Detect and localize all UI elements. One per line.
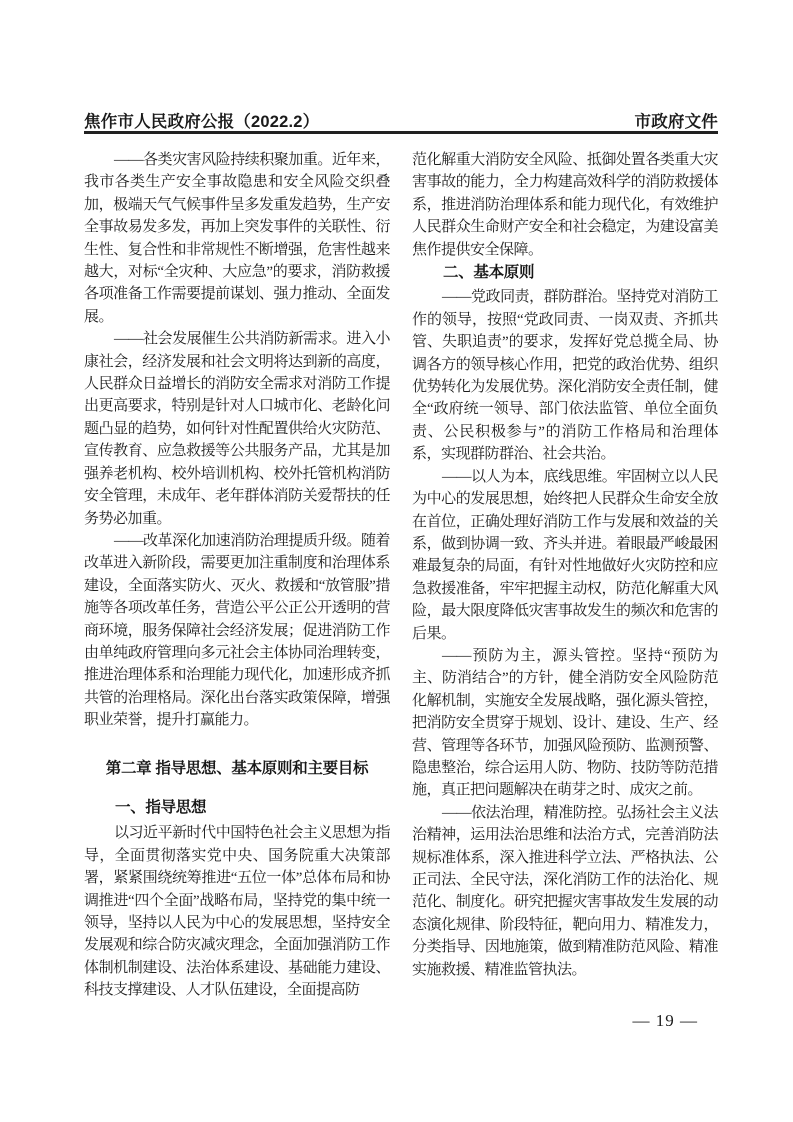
section-2-heading: 二、基本原则 bbox=[443, 264, 535, 282]
body-columns bbox=[84, 149, 718, 1017]
paragraph-guiding-ideology: 以习近平新时代中国特色社会主义思想为指导，全面贯彻落实党中央、国务院重大决策部署，紧紧围绕统筹推进“五位一体”总体布局和协调推进“四个全面”战略布局，坚持党的集中统一领导，坚持以人民为中心的发展思想，坚持安全发展观和综合防灾减灾理念，全面加强消防工作体制机制建设、法治体系建设、基础能力建设、科技支撑建设、人才队伍建设，全面提高防 bbox=[84, 825, 390, 999]
chapter-2-heading: 第二章 指导思想、基本原则和主要目标 bbox=[105, 759, 369, 777]
paragraph-reform-deepening: ——改革深化加速消防治理提质升级。随着改革进入新阶段，需要更加注重制度和治理体系建设，全面落实防火、灭火、救援和“放管服”措施等各项改革任务，营造公平公正公开透明的营商环境，服务保障社会经济发展；促进消防工作由单纯政府管理向多元社会主体协同治理转变，推进治理体系和治理能力现代化，加速形成齐抓共管的治理格局。深化出台落实政策保障，增强职业荣誉，提升打赢能力。 bbox=[84, 532, 390, 729]
paragraph-continuation: 范化解重大消防安全风险、抵御处置各类重大灾害事故的能力，全力构建高效科学的消防救援体系，推进消防治理体系和能力现代化，有效维护人民群众生命财产安全和社会稳定，为建设富美焦作提供安全保障。 bbox=[412, 152, 718, 258]
document-category-label: 市政府文件 bbox=[634, 113, 718, 131]
paragraph-social-development: ——社会发展催生公共消防新需求。进入小康社会，经济发展和社会文明将达到新的高度，人民群众日益增长的消防安全需求对消防工作提出更高要求，特别是针对人口城市化、老龄化问题凸显的趋势，如何针对性配置供给火灾防范、宣传教育、应急救援等公共服务产品，尤其是加强养老机构、校外培训机构、校外托管机构消防安全管理，未成年、老年群体消防关爱帮扶的任务势必加重。 bbox=[84, 331, 390, 527]
right-column bbox=[412, 149, 718, 1017]
left-column bbox=[84, 149, 390, 1017]
paragraph-party-responsibility: ——党政同责，群防群治。坚持党对消防工作的领导，按照“党政同责、一岗双责、齐抓共管、失职追责”的要求，发挥好党总揽全局、协调各方的领导核心作用，把党的政治优势、组织优势转化为发展优势。深化消防安全责任制，健全“政府统一领导、部门依法监管、单位全面负责、公民积极参与”的消防工作格局和治理体系，实现群防群治、社会共治。 bbox=[412, 289, 718, 463]
paragraph-people-first: ——以人为本，底线思维。牢固树立以人民为中心的发展思想，始终把人民群众生命安全放在首位，正确处理好消防工作与发展和效益的关系，做到协调一致、齐头并进。着眼最严峻最困难最复杂的局面，有针对性地做好火灾防控和应急救援准备，牢牢把握主动权，防范化解重大风险，最大限度降低灾害事故发生的频次和危害的后果。 bbox=[412, 468, 718, 642]
page-number: — 19 — bbox=[632, 1011, 698, 1030]
section-1-heading: 一、指导思想 bbox=[115, 798, 207, 816]
header-divider-rule bbox=[84, 131, 718, 134]
page-header bbox=[84, 108, 718, 132]
paragraph-law-governance: ——依法治理，精准防控。弘扬社会主义法治精神，运用法治思维和法治方式，完善消防法规标准体系，深入推进科学立法、严格执法、公正司法、全民守法，深化消防工作的法治化、规范化、制度化。研究把握灾害事故发生发展的动态演化规律、阶段特征，靶向用力、精准发力，分类指导、因地施策，做到精准防范风险、精准实施救援、精准监管执法。 bbox=[412, 804, 718, 978]
paragraph-prevention-first: ——预防为主，源头管控。坚持“预防为主、防消结合”的方针，健全消防安全风险防范化解机制，实施安全发展战略，强化源头管控，把消防安全贯穿于规划、设计、建设、生产、经营、管理等各环节，加强风险预防、监测预警、隐患整治，综合运用人防、物防、技防等防范措施，真正把问题解决在萌芽之时、成灾之前。 bbox=[412, 647, 718, 799]
gazette-title: 焦作市人民政府公报（2022.2） bbox=[84, 113, 320, 131]
paragraph-disaster-risk: ——各类灾害风险持续积聚加重。近年来，我市各类生产安全事故隐患和安全风险交织叠加，极端天气气候事件呈多发重发趋势，生产安全事故易发多发，再加上突发事件的关联性、衍生性、复合性和非常规性不断增强，危害性越来越大，对标“全灾种、大应急”的要求，消防救援各项准备工作需要提前谋划、强力推动、全面发展。 bbox=[84, 152, 390, 325]
